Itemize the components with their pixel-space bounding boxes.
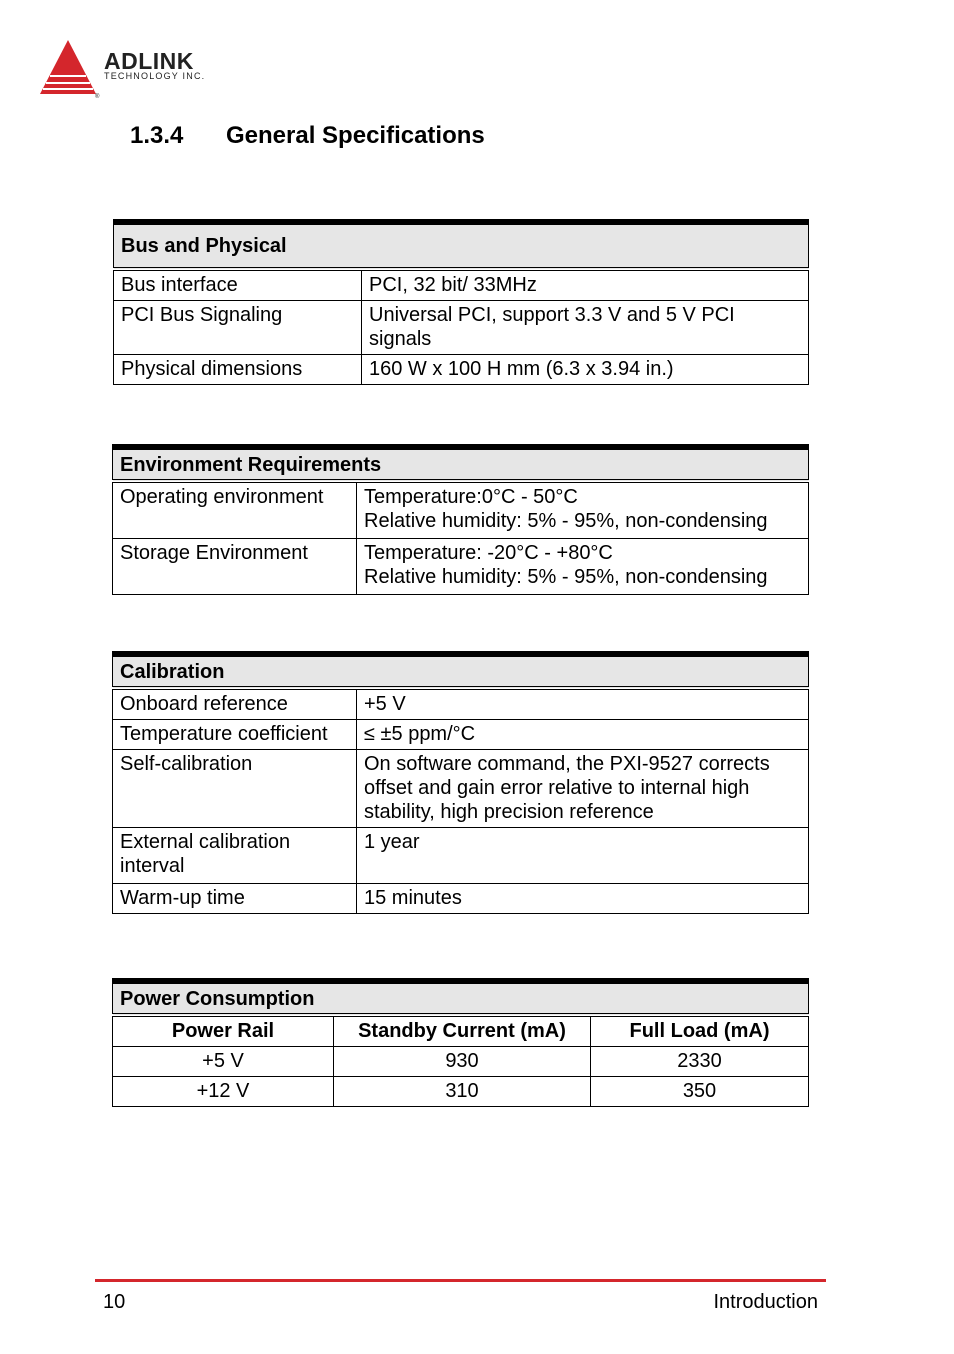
section-title: General Specifications [226,122,485,149]
spec-value: 15 minutes [357,884,809,914]
table-row [113,720,809,750]
spec-value-line: Relative humidity: 5% - 95%, non-condensing [364,510,768,532]
spec-value-line: offset and gain error relative to internal high [364,777,750,799]
spec-value: 160 W x 100 H mm (6.3 x 3.94 in.) [362,355,809,385]
spec-label [113,828,357,884]
footer-section-name: Introduction [713,1291,818,1313]
svg-text:®: ® [95,94,100,100]
spec-value-line: Relative humidity: 5% - 95%, non-condensing [364,566,768,588]
spec-value-line: Universal PCI, support 3.3 V and 5 V PCI [369,304,735,326]
table-title: Environment Requirements [113,447,809,481]
spec-value: ≤ ±5 ppm/°C [357,720,809,750]
spec-label-line: interval [120,855,185,877]
table-row [114,301,809,355]
table-cell: 2330 [591,1047,809,1077]
column-header: Full Load (mA) [591,1015,809,1047]
table-row [113,750,809,828]
spec-label: Bus interface [114,269,362,301]
logo-wordmark: ADLINK [104,48,194,74]
table-row [113,688,809,720]
spec-label: Operating environment [113,481,357,539]
spec-value: 1 year [357,828,809,884]
section-heading [130,122,485,150]
spec-label: Self-calibration [113,750,357,828]
bus-physical-table [113,219,809,385]
table-cell: 310 [334,1077,591,1107]
page-number: 10 [103,1291,126,1313]
table-cell: +5 V [113,1047,334,1077]
spec-value [357,481,809,539]
table-row [113,1077,809,1107]
spec-label: PCI Bus Signaling [114,301,362,355]
spec-label-line: External calibration [120,831,291,853]
spec-value-line: stability, high precision reference [364,801,654,823]
table-row [114,355,809,385]
spec-value [357,750,809,828]
spec-value: +5 V [357,688,809,720]
table-title: Bus and Physical [114,222,809,269]
power-consumption-table [112,978,809,1107]
table-row [113,481,809,539]
spec-label: Warm-up time [113,884,357,914]
table-title: Calibration [113,654,809,688]
spec-label: Storage Environment [113,539,357,595]
table-row [113,828,809,884]
spec-label: Onboard reference [113,688,357,720]
spec-value-line: On software command, the PXI-9527 corrects [364,753,770,775]
table-row [113,884,809,914]
spec-value [362,301,809,355]
table-header-row [113,1015,809,1047]
table-title: Power Consumption [113,981,809,1015]
environment-table [112,444,809,595]
calibration-table [112,651,809,914]
table-cell: 350 [591,1077,809,1107]
spec-value-line: signals [369,328,432,350]
footer-divider [95,1279,826,1282]
table-cell: +12 V [113,1077,334,1107]
spec-value: PCI, 32 bit/ 33MHz [362,269,809,301]
spec-label: Temperature coefficient [113,720,357,750]
spec-value-line: Temperature: -20°C - +80°C [364,542,613,564]
column-header: Power Rail [113,1015,334,1047]
logo-subtitle: TECHNOLOGY INC. [104,71,206,81]
spec-label: Physical dimensions [114,355,362,385]
table-cell: 930 [334,1047,591,1077]
table-row [113,1047,809,1077]
spec-value [357,539,809,595]
table-row [113,539,809,595]
spec-value-line: Temperature:0°C - 50°C [364,486,578,508]
column-header: Standby Current (mA) [334,1015,591,1047]
section-number: 1.3.4 [130,122,184,149]
table-row [114,269,809,301]
